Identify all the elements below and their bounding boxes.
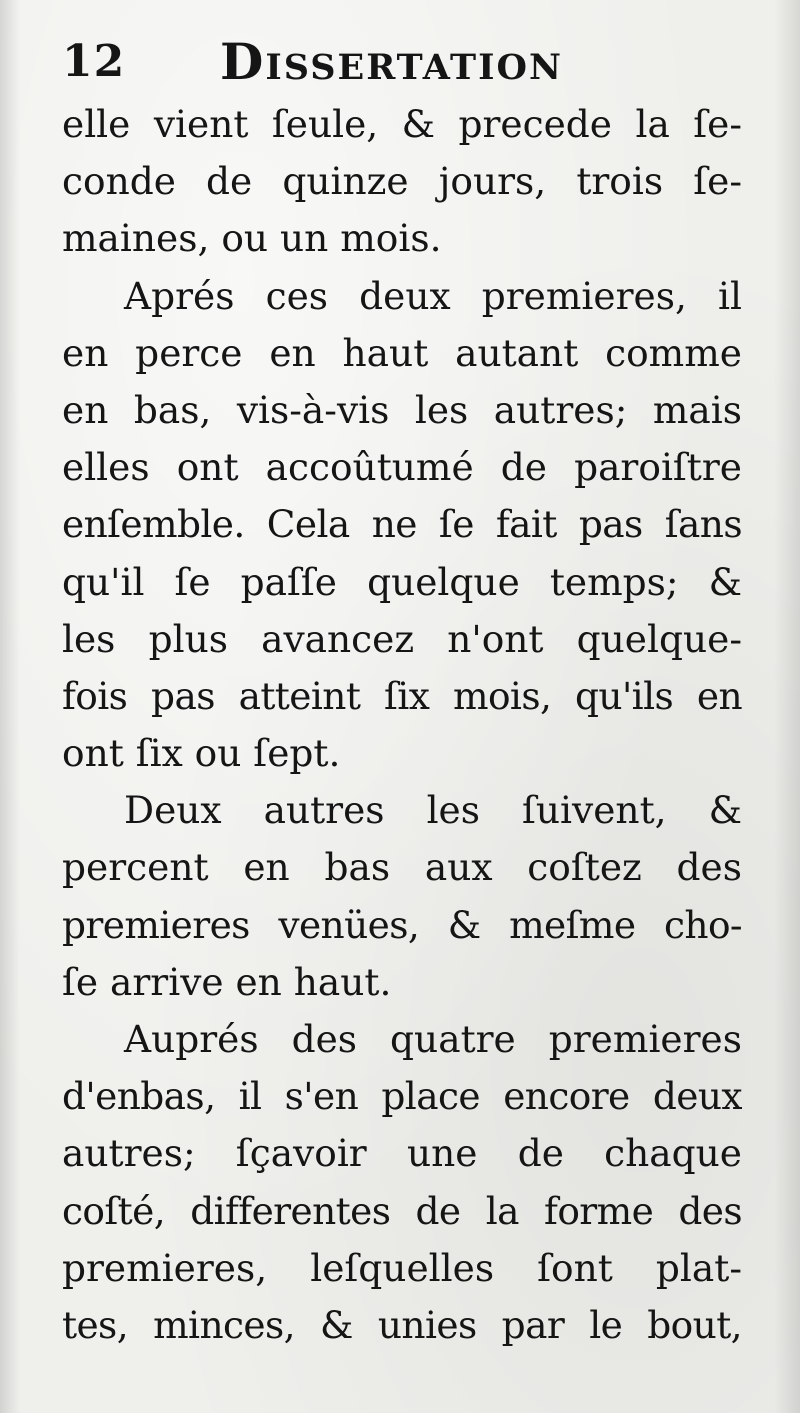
text-line: elle vient ſeule, & precede la ſe-: [62, 102, 742, 146]
text-line: premieres venües, & meſme cho-: [62, 902, 742, 947]
text-line: conde de quinze jours, trois ſe-: [62, 159, 742, 204]
page-shadow-left: [0, 0, 20, 1413]
text-line: d'enbas, il s'en place encore deux: [62, 1074, 742, 1119]
text-line: coſté, differentes de la forme des: [62, 1188, 742, 1233]
page-shadow-right: [774, 0, 800, 1413]
running-title: Dissertation: [220, 32, 563, 91]
text-line: tes, minces, & unies par le bout,: [62, 1302, 742, 1347]
text-line: percent en bas aux coſtez des: [62, 845, 742, 890]
text-line: Auprés des quatre premieres: [124, 1017, 742, 1061]
text-line: ſe arrive en haut.: [62, 959, 392, 1004]
text-line: en perce en haut autant comme: [62, 330, 742, 375]
text-line: en bas, vis-à-vis les autres; mais: [62, 387, 742, 432]
text-line: premieres, leſquelles ſont plat-: [62, 1245, 742, 1290]
text-line: enſemble. Cela ne ſe fait pas ſans: [62, 502, 742, 547]
text-line: elles ont accoûtumé de paroiſtre: [62, 445, 742, 490]
text-line: Aprés ces deux premieres, il: [124, 273, 742, 318]
body-text: [62, 96, 742, 1354]
text-line: Deux autres les ſuivent, &: [124, 788, 742, 833]
text-line: fois pas atteint ſix mois, qu'ils en: [62, 673, 742, 718]
text-line: maines, ou un mois.: [62, 216, 442, 261]
page-number: 12: [62, 36, 126, 87]
text-line: ont ſix ou ſept.: [62, 731, 341, 776]
text-line: les plus avancez n'ont quelque-: [62, 616, 742, 661]
running-header: [62, 32, 742, 92]
text-line: autres; ſçavoir une de chaque: [62, 1131, 742, 1176]
text-line: qu'il ſe paſſe quelque temps; &: [62, 559, 742, 604]
